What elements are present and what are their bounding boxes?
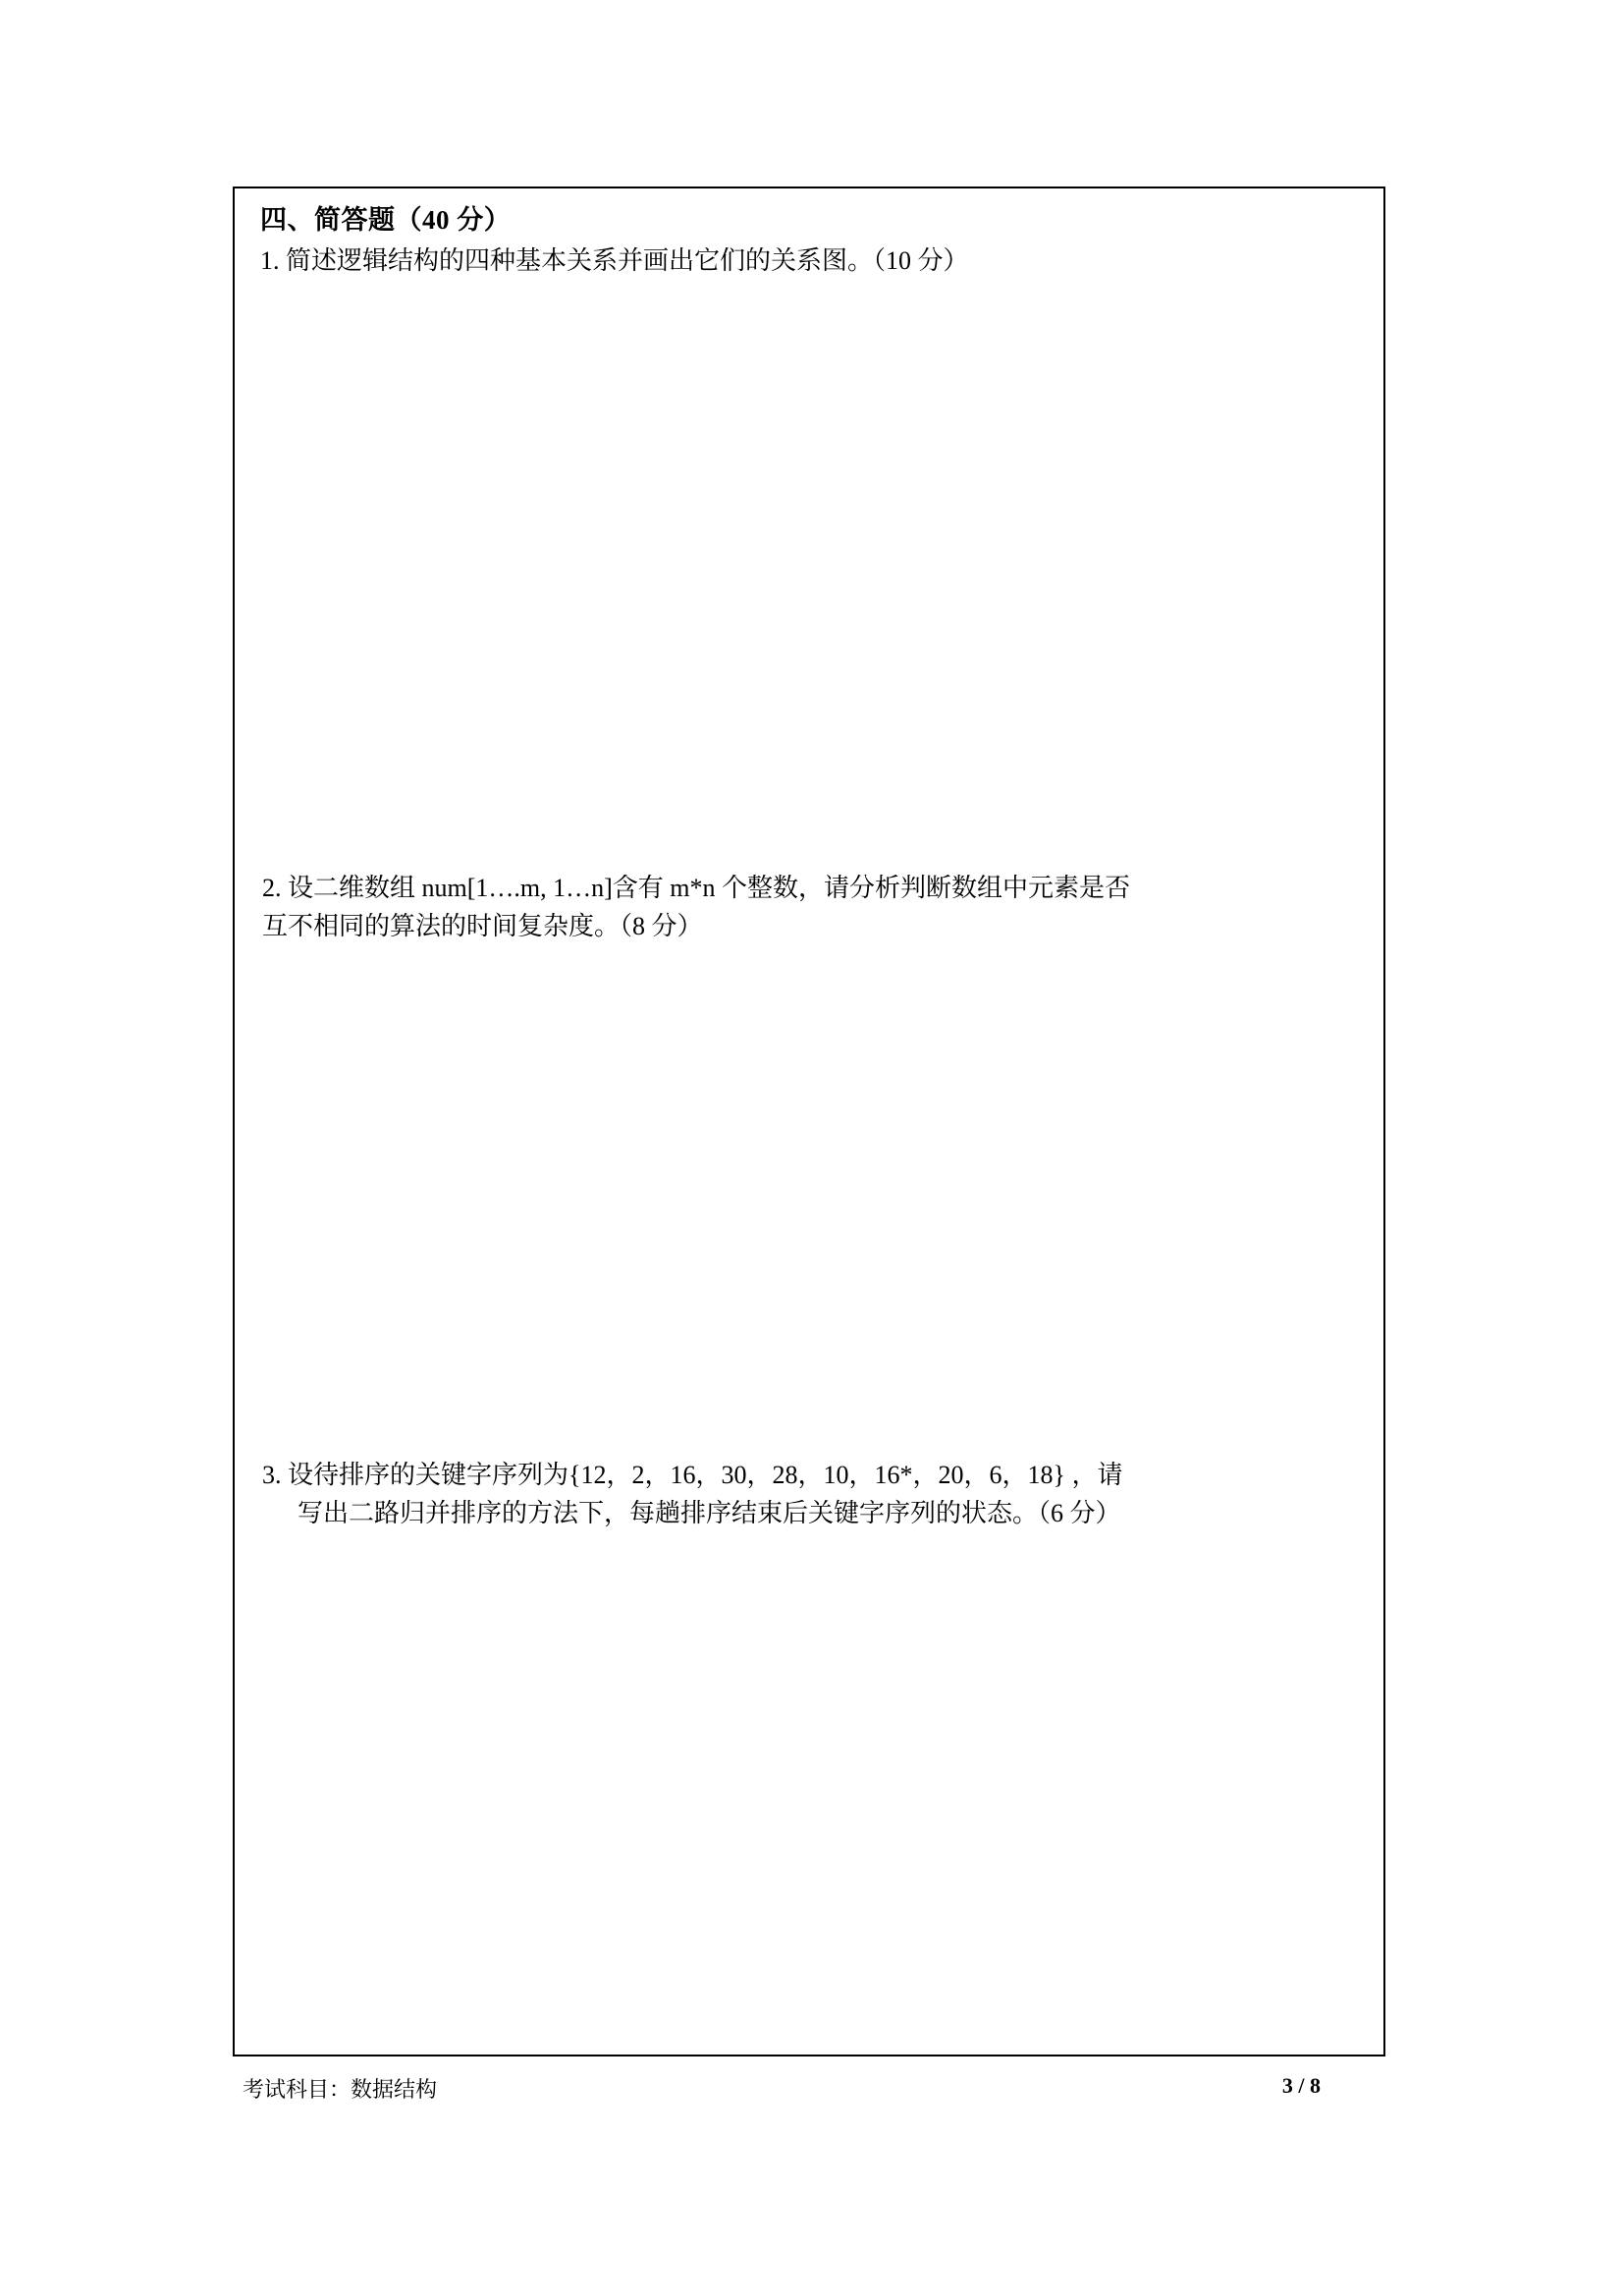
question-3-line-1: 3. 设待排序的关键字序列为{12，2，16，30，28，10，16*，20，6，18} ，请 [262,1461,1123,1490]
question-3-text [260,1456,1358,1532]
question-3-answer-area [260,1532,1358,1945]
question-3-line-2: 写出二路归并排序的方法下，每趟排序结束后关键字序列的状态。（6 分） [298,1499,1121,1528]
page-footer [233,2073,1385,2112]
question-2-text [260,869,1358,945]
section-title: 四、简答题（40 分） [260,205,512,235]
question-1-text: 1. 简述逻辑结构的四种基本关系并画出它们的关系图。（10 分） [260,246,969,276]
question-2-line-1: 2. 设二维数组 num[1….m, 1…n]含有 m*n 个整数，请分析判断数组中元素是否 [262,874,1130,903]
question-2-line-2: 互不相同的算法的时间复杂度。（8 分） [262,912,703,941]
exam-question-box [233,187,1385,2056]
question-1-answer-area [260,280,1358,869]
question-2-answer-area [260,945,1358,1456]
footer-page-number: 3 / 8 [1281,2073,1321,2098]
footer-subject: 考试科目：数据结构 [243,2077,438,2102]
